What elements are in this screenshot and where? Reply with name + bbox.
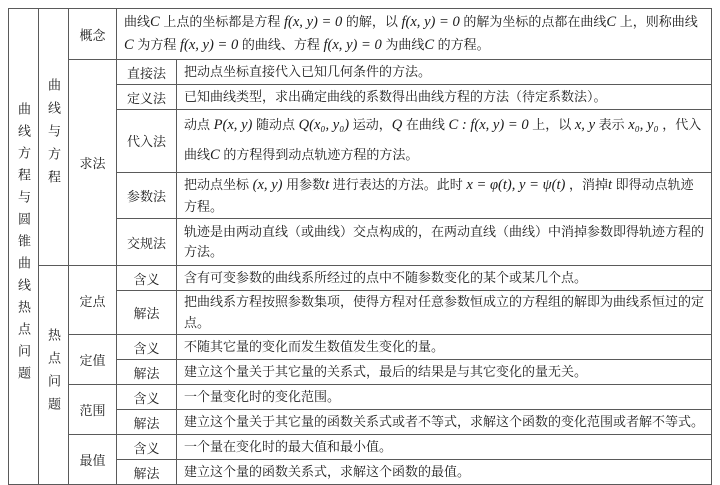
topic-name-cell <box>69 385 117 435</box>
solution-label-cell <box>117 410 177 435</box>
solution-text-cell <box>177 291 712 335</box>
topic-name: 最值 <box>79 453 106 469</box>
solution-label: 解法 <box>133 415 160 431</box>
meaning-label-cell <box>117 335 177 360</box>
meaning-text: 一个量变化时的变化范围。 <box>184 389 341 405</box>
method-name-cell <box>117 219 177 266</box>
solution-label: 解法 <box>133 306 160 322</box>
table-row <box>9 435 712 460</box>
method-desc-cell <box>177 85 712 110</box>
table-row <box>9 9 712 60</box>
solution-text-cell <box>177 460 712 485</box>
root-topic-label: 曲线方程与圆锥曲线热点问题 <box>16 102 31 389</box>
methods-label: 求法 <box>79 156 106 172</box>
meaning-text-cell <box>177 435 712 460</box>
section-curve-equation-cell <box>39 9 69 266</box>
math-expression: C <box>424 37 435 53</box>
method-desc-cell <box>177 172 712 219</box>
method-desc: 把动点坐标 (x, y) 用参数t 进行表达的方法。此时 x = φ(t), y = ψ(t) ，消掉t 即得动点轨迹方程。 <box>184 176 694 214</box>
solution-label: 解法 <box>133 365 160 381</box>
method-desc: 动点 P(x, y) 随动点 Q(x₀, y₀) 运动，Q 在曲线 C : f(x, y) = 0 上，以 x, y 表示 x₀, y₀ ，代入曲线C 的方程得到动点轨迹方程的方法。 <box>184 117 702 163</box>
meaning-label-cell <box>117 266 177 291</box>
method-desc-cell <box>177 60 712 85</box>
section-hot-topics-cell <box>39 266 69 485</box>
math-expression: P(x, y) <box>213 117 253 133</box>
table-row <box>9 266 712 291</box>
concept-label: 概念 <box>79 27 106 43</box>
meaning-label: 含义 <box>133 340 160 356</box>
meaning-label-cell <box>117 385 177 410</box>
meaning-text: 不随其它量的变化而发生数值发生变化的量。 <box>184 339 445 355</box>
solution-label-cell <box>117 291 177 335</box>
math-expression: C <box>150 14 160 30</box>
meaning-text-cell <box>177 335 712 360</box>
math-expression: x₀, y₀ <box>628 117 659 133</box>
solution-text: 把曲线系方程按照参数集项，使得方程对任意参数恒成立的方程组的解即为曲线系恒过的定点。 <box>184 294 705 330</box>
topic-name-cell <box>69 266 117 335</box>
meaning-label: 含义 <box>133 271 160 287</box>
meaning-text-cell <box>177 385 712 410</box>
math-expression: Q(x₀, y₀) <box>298 117 350 133</box>
math-expression: (x, y) <box>252 176 283 193</box>
method-name: 参数法 <box>126 188 166 204</box>
solution-text: 建立这个量的函数关系式，求解这个函数的最值。 <box>184 464 471 480</box>
math-expression: x, y <box>574 117 596 133</box>
curve-equation-summary-table <box>8 8 712 485</box>
method-name: 交规法 <box>126 235 166 251</box>
math-expression: C : f(x, y) = 0 <box>448 117 529 133</box>
methods-label-cell <box>69 60 117 266</box>
method-name: 代入法 <box>126 134 166 150</box>
topic-name-cell <box>69 435 117 485</box>
topic-name: 定值 <box>79 353 106 369</box>
method-name-cell <box>117 172 177 219</box>
math-expression: f(x, y) = 0 <box>179 37 239 53</box>
section-curve-equation-label: 曲线与方程 <box>46 78 61 194</box>
solution-label-cell <box>117 460 177 485</box>
concept-label-cell <box>69 9 117 60</box>
math-expression: C <box>606 14 617 30</box>
solution-label-cell <box>117 360 177 385</box>
solution-text: 建立这个量关于其它量的函数关系式或者不等式，求解这个函数的变化范围或者解不等式。 <box>184 414 705 430</box>
solution-text-cell <box>177 410 712 435</box>
math-expression: f(x, y) = 0 <box>283 14 343 30</box>
method-name: 定义法 <box>126 90 166 106</box>
method-desc-cell <box>177 219 712 266</box>
meaning-text: 一个量在变化时的最大值和最小值。 <box>184 439 393 455</box>
meaning-label: 含义 <box>133 390 160 406</box>
method-name-cell <box>117 110 177 173</box>
method-desc: 已知曲线类型，求出确定曲线的系数得出曲线方程的方法（待定系数法）。 <box>184 88 607 104</box>
meaning-text: 含有可变参数的曲线系所经过的点中不随参数变化的某个或某几个点。 <box>184 269 588 285</box>
math-expression: t <box>607 176 613 193</box>
section-hot-topics-label: 热点问题 <box>46 327 61 420</box>
solution-text-cell <box>177 360 712 385</box>
math-expression: C <box>124 37 134 53</box>
table-row <box>9 385 712 410</box>
solution-text: 建立这个量关于其它量的关系式，最后的结果是与其它变化的量无关。 <box>184 364 588 380</box>
method-name-cell <box>117 85 177 110</box>
meaning-label: 含义 <box>133 440 160 456</box>
math-expression: f(x, y) = 0 <box>401 14 460 30</box>
table-row <box>9 335 712 360</box>
math-expression: Q <box>391 117 403 133</box>
topic-name-cell <box>69 335 117 385</box>
method-desc: 轨迹是由两动直线（或曲线）交点构成的，在两动直线（曲线）中消掉参数即得轨迹方程的方法。 <box>184 223 705 260</box>
math-expression: x = φ(t), y = ψ(t) <box>466 176 566 193</box>
meaning-label-cell <box>117 435 177 460</box>
math-expression: t <box>325 176 330 193</box>
concept-text: 曲线C 上点的坐标都是方程 f(x, y) = 0 的解，以 f(x, y) = 0 的解为坐标的点都在曲线C 上，则称曲线C 为方程 f(x, y) = 0 的曲线、方程 f(x, y) = 0 为曲线C 的方程。 <box>124 14 698 53</box>
topic-name: 范围 <box>79 403 106 419</box>
method-name-cell <box>117 60 177 85</box>
math-expression: C <box>210 146 220 163</box>
topic-name: 定点 <box>79 293 106 309</box>
solution-label: 解法 <box>133 465 160 481</box>
table-row <box>9 60 712 85</box>
root-topic-cell <box>9 9 39 485</box>
method-desc-cell <box>177 110 712 173</box>
meaning-text-cell <box>177 266 712 291</box>
method-desc: 把动点坐标直接代入已知几何条件的方法。 <box>184 63 432 79</box>
math-expression: f(x, y) = 0 <box>323 37 382 53</box>
concept-text-cell <box>117 9 712 60</box>
method-name: 直接法 <box>126 65 166 81</box>
